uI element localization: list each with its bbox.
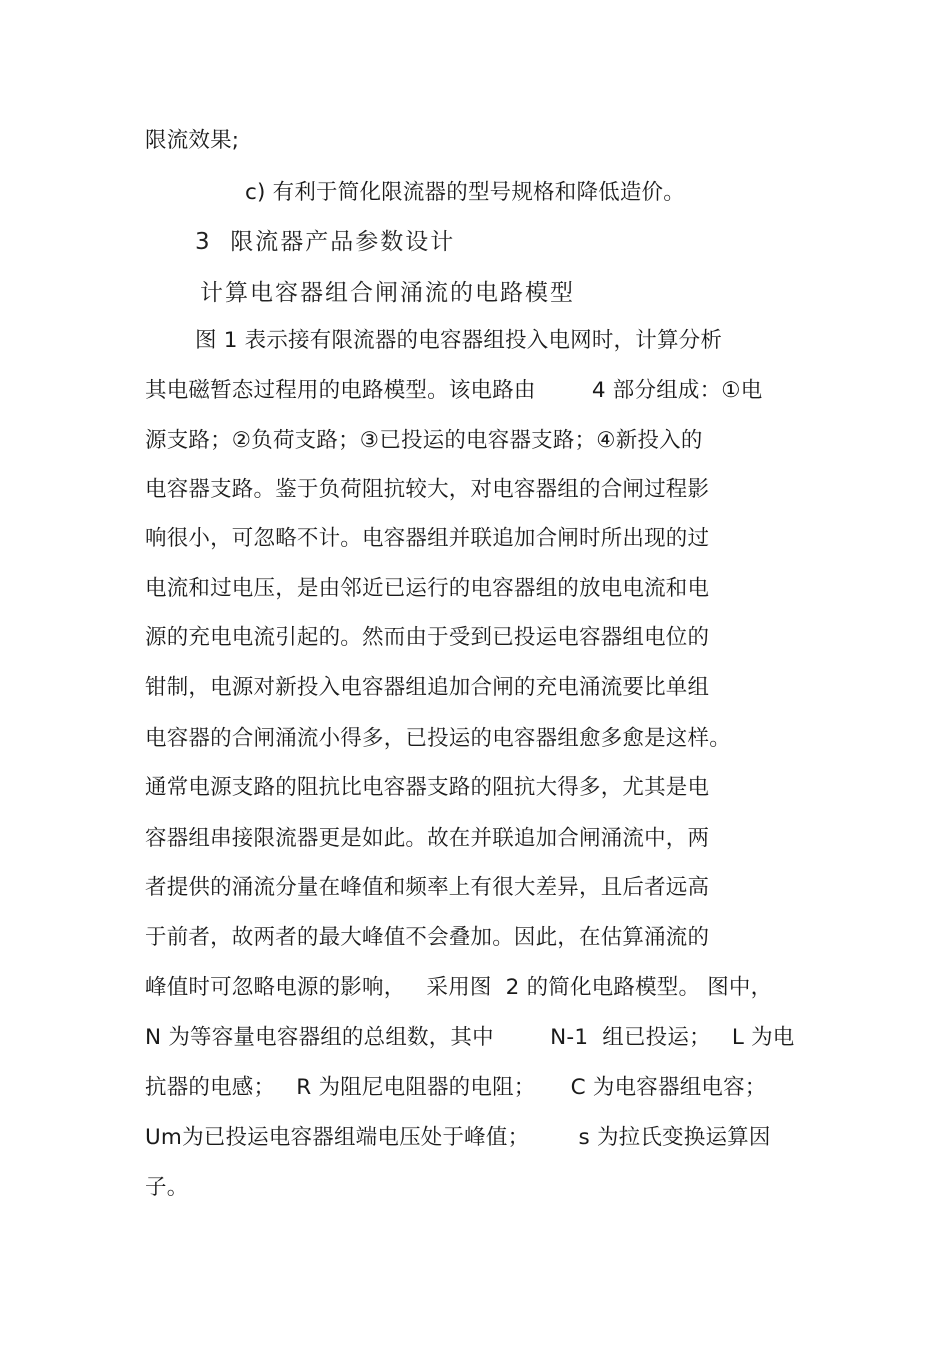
paragraph-line: 峰值时可忽略电源的影响， 采用图 2 的简化电路模型。 图中， (145, 975, 773, 1000)
paragraph-line: 抗器的电感； R 为阻尼电阻器的电阻； C 为电容器组电容； (145, 1075, 767, 1100)
paragraph-line: 钳制，电源对新投入电容器组追加合闸的充电涌流要比单组 (145, 675, 710, 700)
paragraph-line: Um为已投运电容器组端电压处于峰值； s 为拉氏变换运算因 (145, 1125, 771, 1150)
paragraph-line: 于前者，故两者的最大峰值不会叠加。因此，在估算涌流的 (145, 925, 710, 950)
paragraph-line: 电容器支路。鉴于负荷阻抗较大，对电容器组的合闸过程影 (145, 477, 710, 502)
paragraph-line: 其电磁暂态过程用的电路模型。该电路由 4 部分组成：①电 (145, 378, 763, 403)
list-item-c: c) 有利于简化限流器的型号规格和降低造价。 (245, 180, 685, 205)
section-heading: 3 限流器产品参数设计 (195, 229, 456, 255)
subsection-heading: 计算电容器组合闸涌流的电路模型 (200, 280, 575, 306)
paragraph-line: 源的充电电流引起的。然而由于受到已投运电容器组电位的 (145, 625, 710, 650)
paragraph-line: 图 1 表示接有限流器的电容器组投入电网时，计算分析 (195, 328, 723, 353)
paragraph-line: 源支路；②负荷支路；③已投运的电容器支路；④新投入的 (145, 428, 703, 453)
paragraph-line: N 为等容量电容器组的总组数，其中 N-1 组已投运； L 为电 (145, 1025, 795, 1050)
paragraph-line: 通常电源支路的阻抗比电容器支路的阻抗大得多，尤其是电 (145, 775, 710, 800)
paragraph-line: 响很小，可忽略不计。电容器组并联追加合闸时所出现的过 (145, 526, 710, 551)
paragraph-line: 容器组串接限流器更是如此。故在并联追加合闸涌流中，两 (145, 826, 710, 851)
paragraph-line: 子。 (145, 1175, 189, 1200)
paragraph-line: 电容器的合闸涌流小得多，已投运的电容器组愈多愈是这样。 (145, 726, 731, 751)
paragraph-line: 电流和过电压，是由邻近已运行的电容器组的放电电流和电 (145, 576, 710, 601)
text-line-1: 限流效果; (145, 128, 240, 153)
paragraph-line: 者提供的涌流分量在峰值和频率上有很大差异，且后者远高 (145, 875, 710, 900)
